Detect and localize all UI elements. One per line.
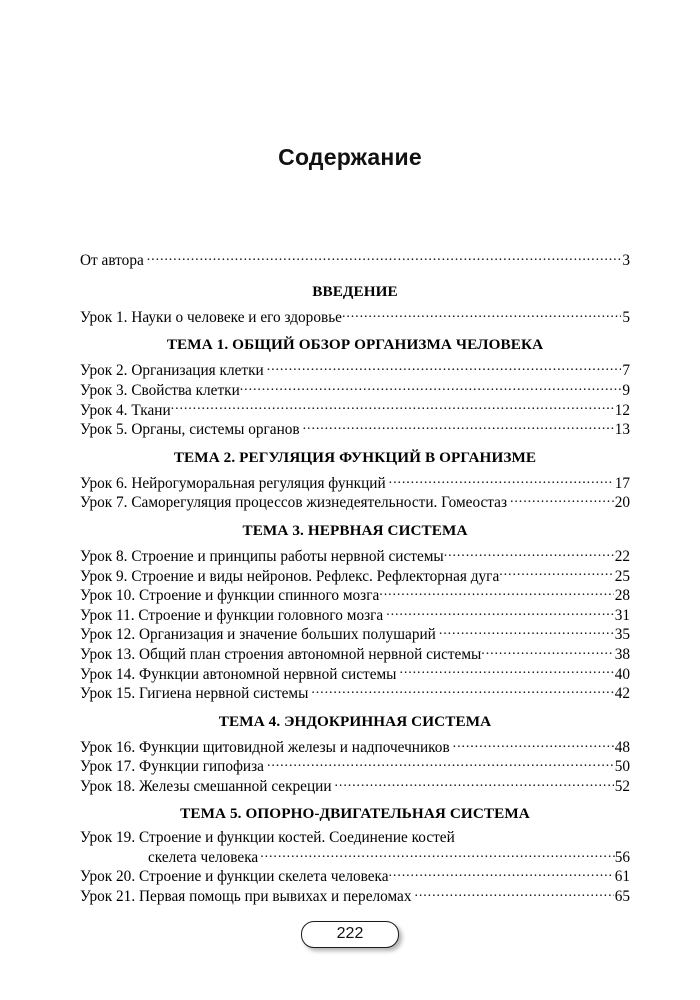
toc-entry-page: 31: [614, 606, 630, 624]
toc-entry[interactable]: [80, 565, 630, 585]
toc-entry-page: 40: [614, 665, 630, 683]
toc-entry[interactable]: [80, 380, 630, 400]
dot-leader: [240, 380, 622, 395]
toc-entry-page: 20: [614, 494, 630, 512]
toc-entry-page: 38: [614, 646, 630, 664]
toc-entry[interactable]: [80, 644, 630, 664]
toc-entry-page: 65: [614, 888, 630, 906]
toc-entry[interactable]: [80, 737, 630, 757]
toc-entry[interactable]: [80, 756, 630, 776]
toc-entry-label: Урок 9. Строение и виды нейронов. Рефлекс. Рефлекторная дуга: [80, 567, 500, 585]
dot-leader: [342, 307, 621, 322]
toc-entry[interactable]: [80, 360, 630, 380]
toc-entry-page: 35: [614, 626, 630, 644]
toc-entry-label: Урок 21. Первая помощь при вывихах и переломах: [80, 888, 412, 906]
dot-leader: [399, 663, 613, 678]
toc-entry[interactable]: [80, 866, 630, 886]
dot-leader: [147, 250, 622, 265]
toc-entry[interactable]: [80, 399, 630, 419]
toc-entry[interactable]: [80, 307, 630, 327]
toc-entry-page: 5: [622, 308, 630, 326]
toc-entry-page: 17: [614, 474, 630, 492]
dot-leader: [311, 683, 613, 698]
toc-entry-page: 48: [614, 738, 630, 756]
toc-entry-page: 61: [614, 868, 630, 886]
toc-entry-label: Урок 12. Организация и значение больших полушарий: [80, 626, 436, 644]
toc-entry-label: Урок 14. Функции автономной нервной системы: [80, 665, 397, 683]
toc-entry[interactable]: [80, 683, 630, 703]
toc-entry[interactable]: [80, 829, 630, 866]
dot-leader: [303, 419, 614, 434]
dot-leader: [444, 546, 614, 561]
toc-entry-page: 12: [614, 401, 630, 419]
dot-leader: [267, 756, 614, 771]
toc-entry[interactable]: [80, 419, 630, 439]
toc-entry[interactable]: [80, 473, 630, 493]
dot-leader: [260, 847, 614, 862]
toc-entry-label: Урок 7. Саморегуляция процессов жизнедеятельности. Гомеостаз: [80, 494, 507, 512]
toc-entry-label: Урок 17. Функции гипофиза: [80, 758, 264, 776]
toc-entry-label: Урок 1. Науки о человеке и его здоровье: [80, 308, 342, 326]
toc-entry-label: Урок 4. Ткани: [80, 401, 171, 419]
toc-section-heading: ТЕМА 4. ЭНДОКРИННАЯ СИСТЕМА: [218, 712, 492, 730]
page-number-badge: 222: [301, 921, 399, 948]
toc-section-heading: ТЕМА 5. ОПОРНО-ДВИГАТЕЛЬНАЯ СИСТЕМА: [180, 805, 530, 823]
toc-entry[interactable]: [80, 605, 630, 625]
toc-entry-label: Урок 11. Строение и функции головного мозга: [80, 606, 384, 624]
toc-entry-page: 50: [614, 758, 630, 776]
toc-entry-label-line2: скелета человека: [148, 848, 259, 866]
toc-entry-preface[interactable]: [80, 250, 630, 270]
dot-leader: [453, 737, 614, 752]
toc-entry-page: 22: [614, 548, 630, 566]
toc-entry-label: Урок 10. Строение и функции спинного мозга: [80, 587, 380, 605]
toc-entry-page: 56: [614, 848, 630, 866]
toc-entry[interactable]: [80, 663, 630, 683]
dot-leader: [510, 492, 614, 507]
toc-entry-label: Урок 19. Строение и функции костей. Соединение костей: [80, 829, 455, 847]
page-title: Содержание: [278, 144, 422, 170]
toc-entry-label: Урок 6. Нейрогуморальная регуляция функций: [80, 474, 386, 492]
toc-entry[interactable]: [80, 585, 630, 605]
toc-entry-label: Урок 2. Организация клетки: [80, 362, 264, 380]
toc-entry-label: Урок 18. Железы смешанной секреции: [80, 777, 332, 795]
toc-sections: [80, 282, 630, 906]
toc-entry-label: Урок 15. Гигиена нервной системы: [80, 685, 309, 703]
toc-entry-label: Урок 3. Свойства клетки: [80, 382, 240, 400]
dot-leader: [386, 605, 613, 620]
dot-leader: [439, 624, 614, 639]
dot-leader: [335, 776, 614, 791]
toc-entry[interactable]: [80, 886, 630, 906]
toc-entry-label-continuation: [80, 847, 630, 867]
toc-entry-label: Урок 16. Функции щитовидной железы и надпочечников: [80, 738, 450, 756]
toc-entry-label: От автора: [80, 252, 144, 270]
page-number-badge-wrapper: [0, 921, 700, 948]
toc-entry-label: Урок 8. Строение и принципы работы нервной системы: [80, 548, 444, 566]
dot-leader: [267, 360, 622, 375]
toc-entry-page: 52: [614, 777, 630, 795]
toc-entry-page: 28: [614, 587, 630, 605]
toc-entry[interactable]: [80, 492, 630, 512]
toc-entry-page: 42: [614, 685, 630, 703]
dot-leader: [389, 473, 614, 488]
toc-section-heading: ТЕМА 3. НЕРВНАЯ СИСТЕМА: [242, 521, 468, 539]
dot-leader: [389, 866, 614, 881]
toc-entry-page: 7: [622, 362, 630, 380]
toc-entry-label: Урок 20. Строение и функции скелета человека: [80, 868, 389, 886]
toc-entry-page: 25: [614, 567, 630, 585]
dot-leader: [499, 565, 613, 580]
dot-leader: [414, 886, 613, 901]
toc-section-heading: ТЕМА 2. РЕГУЛЯЦИЯ ФУНКЦИЙ В ОРГАНИЗМЕ: [173, 448, 537, 466]
toc-entry-page: 9: [622, 382, 630, 400]
toc-entry[interactable]: [80, 624, 630, 644]
toc-section-heading: ТЕМА 1. ОБЩИЙ ОБЗОР ОРГАНИЗМА ЧЕЛОВЕКА: [166, 336, 544, 354]
toc-entry[interactable]: [80, 546, 630, 566]
table-of-contents: [80, 250, 630, 905]
dot-leader: [481, 644, 613, 659]
toc-section-heading: ВВЕДЕНИЕ: [312, 282, 398, 300]
toc-entry[interactable]: [80, 776, 630, 796]
toc-entry-page: 13: [614, 421, 630, 439]
toc-entry-label: Урок 5. Органы, системы органов: [80, 421, 300, 439]
toc-entry-page: 3: [622, 252, 630, 270]
dot-leader: [171, 399, 614, 414]
dot-leader: [379, 585, 613, 600]
toc-entry-label: Урок 13. Общий план строения автономной нервной системы: [80, 646, 482, 664]
